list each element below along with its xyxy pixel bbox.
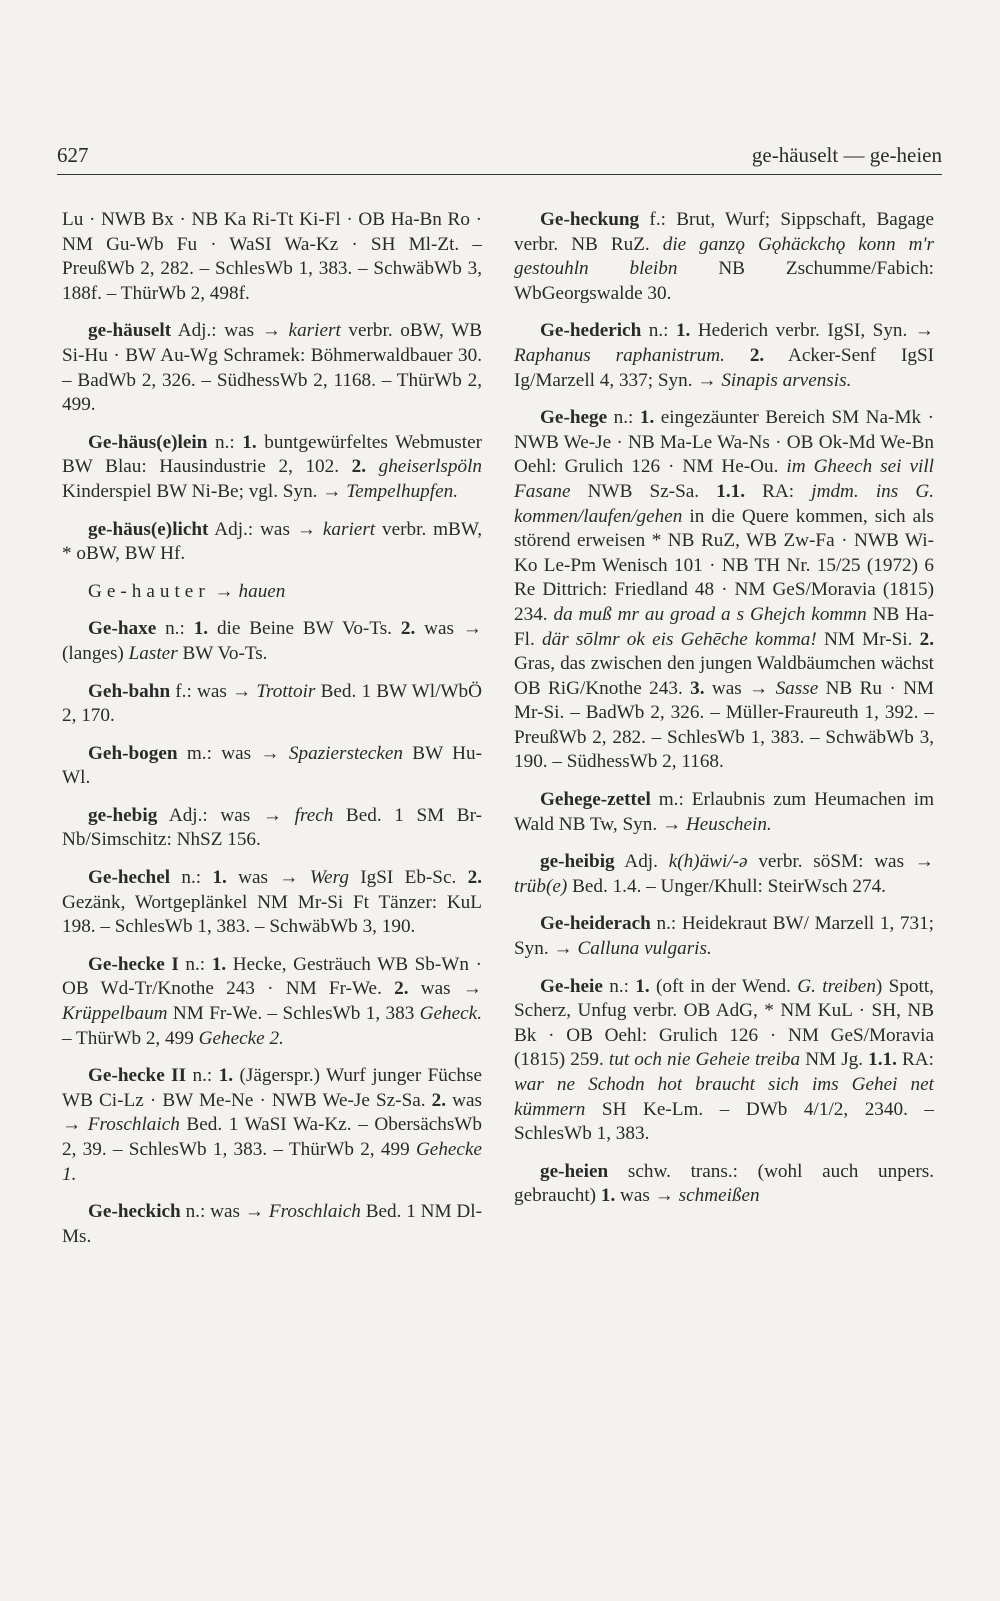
entry-lemma: ge-heibig — [540, 851, 615, 873]
entry-lemma: Ge-heckung — [540, 209, 640, 230]
entry-body: m.: Erlaubnis zum Heumachen im Wald NB Tw, Syn. → Heuschein. — [514, 789, 934, 835]
dictionary-entry — [62, 319, 482, 417]
dictionary-entry — [62, 804, 482, 853]
dictionary-entry — [62, 680, 482, 729]
dictionary-entry — [514, 850, 934, 899]
entry-body: Adj.: was → kariert verbr. mBW, * oBW, BW Hf. — [62, 518, 482, 565]
dictionary-entry — [62, 208, 482, 306]
entry-lemma: ge-hebig — [88, 804, 158, 826]
entry-body: n.: 1. Hederich verbr. IgSI, Syn. → Raphanus raphanistrum. 2. Acker-Senf IgSI Ig/Marzell 4, 337; Syn. → Sinapis arvensis. — [514, 320, 935, 391]
entry-lemma: Ge-häus(e)lein — [88, 431, 208, 453]
dictionary-entry — [514, 208, 934, 306]
entry-body: n.: 1. die Beine BW Vo-Ts. 2. was → (langes) Laster BW Vo-Ts. — [62, 618, 482, 664]
entry-body: Lu · NWB Bx · NB Ka Ri-Tt Ki-Fl · OB Ha-Bn Ro · NM Gu-Wb Fu · WaSI Wa-Kz · SH Ml-Zt. – PreußWb 2, 282. – SchlesWb 1, 383. – SchwäbWb 3, 188f. – ThürWb 2, 498f. — [62, 209, 482, 304]
header-rule — [57, 174, 942, 175]
entry-lemma: ge-häus(e)licht — [88, 518, 209, 540]
running-header — [57, 143, 942, 173]
entry-body: n.: Heidekraut BW/ Marzell 1, 731; Syn. → Calluna vulgaris. — [514, 913, 934, 960]
entry-body: n.: 1. (oft in der Wend. G. treiben) Spott, Scherz, Unfug verbr. OB AdG, * NM KuL · SH, NB Bk · OB Oehl: Grulich 126 · NM GeS/Moravia (1815) 259. tut och nie Geheie treiba NM Jg. 1.1. RA: war ne Schodn hot braucht sich ims Gehei net kümmern SH Ke-Lm. – DWb 4/1/2, 2340. – SchlesWb 1, 383. — [514, 975, 934, 1145]
dictionary-entry — [514, 406, 934, 775]
entry-body: n.: 1. eingezäunter Bereich SM Na-Mk · NWB We-Je · NB Ma-Le Wa-Ns · OB Ok-Md We-Bn Oehl: Grulich 126 · NM He-Ou. im Gheech sei vill Fasane NWB Sz-Sa. 1.1. RA: jmdm. ins G. kommen/laufen/gehen in die Quere kommen, sich als störend erweisen * NB RuZ, WB Zw-Fa · NWB Wi-Ko Le-Pm Wenisch 101 · NB TH Nr. 15/25 (1972) 6 Re Dittrich: Friedland 48 · NM GeS/Moravia (1815) 234. da muß mr au groad a s Ghejch kommn NB Ha-Fl. där sōlmr ok eis Gehēche komma! NM Mr-Si. 2. Gras, das zwischen den jungen Waldbäumchen wächst OB RiG/Knothe 243. 3. was → Sasse NB Ru · NM Mr-Si. – BadWb 2, 326. – Müller-Fraureuth 1, 392. – PreußWb 2, 282. – SchlesWb 1, 383. – SchwäbWb 3, 190. – SüdhessWb 2, 1168. — [514, 407, 934, 773]
entry-lemma: Ge-hecke I — [88, 953, 179, 975]
entry-lemma: ge-heien — [540, 1160, 609, 1182]
dictionary-entry — [514, 788, 934, 837]
entry-body: Adj.: was → kariert verbr. oBW, WB Si-Hu · BW Au-Wg Schramek: Böhmerwaldbauer 30. – BadWb 2, 326. – SüdhessWb 2, 1168. – ThürWb 2, 499. — [62, 320, 482, 416]
entry-lemma: Gehege-zettel — [540, 789, 651, 811]
entry-body: n.: 1. (Jägerspr.) Wurf junger Füchse WB Ci-Lz · BW Me-Ne · NWB We-Je Sz-Sa. 2. was → Froschlaich Bed. 1 WaSI Wa-Kz. – ObersächsWb 2, 39. – SchlesWb 1, 383. – ThürWb 2, 499 Gehecke 1. — [62, 1065, 483, 1185]
dictionary-entry — [514, 319, 934, 393]
dictionary-entry — [62, 1200, 482, 1249]
entry-lemma: Ge-hederich — [540, 320, 642, 342]
entry-body: f.: was → Trottoir Bed. 1 BW Wl/WbÖ 2, 170. — [62, 680, 482, 727]
dictionary-entry — [514, 1160, 934, 1209]
entry-lemma: Ge-hechel — [88, 867, 171, 889]
entry-body: n.: 1. buntgewürfeltes Webmuster BW Blau: Hausindustrie 2, 102. 2. gheiserlspöln Kinderspiel BW Ni-Be; vgl. Syn. → Tempelhupfen. — [62, 431, 483, 502]
entry-lemma: ge-häuselt — [88, 320, 172, 342]
entry-lemma: Ge-hecke II — [88, 1065, 187, 1087]
entry-body: f.: Brut, Wurf; Sippschaft, Bagage verbr. NB RuZ. die ganzǫ Gǫhäckchǫ konn m'r gestouhln bleibn NB Zschumme/Fabich: WbGeorgswalde 30. — [514, 209, 934, 304]
entry-body: n.: 1. was → Werg IgSI Eb-Sc. 2. Gezänk, Wortgeplänkel NM Mr-Si Ft Tänzer: KuL 198. – SchlesWb 1, 383. – SchwäbWb 3, 190. — [62, 867, 483, 938]
entry-body: Adj.: was → frech Bed. 1 SM Br-Nb/Simschitz: NhSZ 156. — [62, 804, 482, 851]
dictionary-entry — [62, 617, 482, 666]
dictionary-entry — [62, 580, 482, 605]
dictionary-entry — [62, 953, 482, 1051]
dictionary-entry — [62, 431, 482, 505]
entry-lemma: Geh-bahn — [88, 680, 171, 702]
entry-body: Adj. k(h)äwi/-ə verbr. söSM: was → trüb(e) Bed. 1.4. – Unger/Khull: SteirWsch 274. — [514, 851, 934, 897]
entry-body: n.: was → Froschlaich Bed. 1 NM Dl-Ms. — [62, 1201, 483, 1247]
left-column — [62, 208, 482, 1262]
running-head: ge-häuselt — ge-heien — [751, 143, 942, 167]
entry-lemma: Ge-heiderach — [540, 913, 651, 935]
right-column — [514, 208, 934, 1222]
page-number: 627 — [57, 143, 89, 167]
entry-lemma: Ge-heie — [540, 975, 603, 997]
dictionary-entry — [514, 912, 934, 961]
entry-lemma: Ge-hege — [540, 407, 608, 429]
entry-body: n.: 1. Hecke, Gesträuch WB Sb-Wn · OB Wd-Tr/Knothe 243 · NM Fr-We. 2. was → Krüppelbaum NM Fr-We. – SchlesWb 1, 383 Geheck. – ThürWb 2, 499 Gehecke 2. — [62, 953, 482, 1049]
dictionary-entry — [514, 975, 934, 1147]
entry-body: schw. trans.: (wohl auch unpers. gebraucht) 1. was → schmeißen — [514, 1160, 934, 1207]
entry-lemma: Ge-heckich — [88, 1201, 181, 1223]
dictionary-entry — [62, 742, 482, 791]
entry-lemma: Geh-bogen — [88, 742, 178, 764]
dictionary-entry — [62, 866, 482, 940]
entry-lemma: Ge-haxe — [88, 618, 157, 640]
entry-body: m.: was → Spazierstecken BW Hu-Wl. — [62, 742, 482, 789]
entry-body: Ge-hauter → hauen — [88, 580, 286, 602]
dictionary-entry — [62, 1064, 482, 1187]
dictionary-entry — [62, 518, 482, 567]
